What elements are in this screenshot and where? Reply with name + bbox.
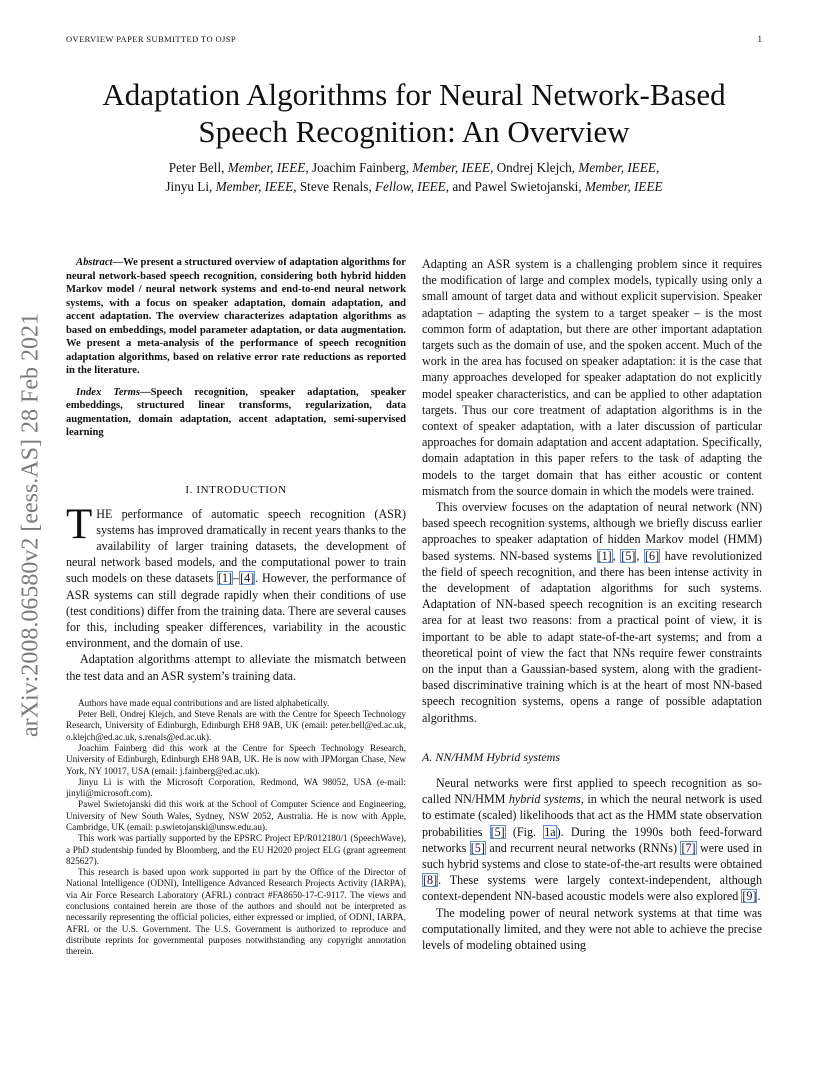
intro-paragraph-2: Adaptation algorithms attempt to alleviate the mismatch between the test data and an ASR system’s training data. [66, 652, 406, 683]
running-header: OVERVIEW PAPER SUBMITTED TO OJSP [66, 34, 237, 44]
author-membership: Member, IEEE [584, 179, 663, 194]
author-name: , Steve Renals, [293, 179, 372, 194]
intro-text: . However, the performance of ASR systems can still degrade rapidly when their conditions of use (test conditions) differ from the training data. There are several causes for this, including speaker differences, variability in the acoustic environment, and the domain of use. [66, 571, 406, 651]
right-column [422, 256, 762, 953]
body-paragraph-3 [422, 775, 762, 905]
author-list [66, 158, 762, 196]
title-line-2: Speech Recognition: An Overview [198, 114, 630, 149]
body-text: have revolutionized the field of speech recognition, and there has been intense activity in the development of adaptation algorithms for such systems. Adaptation of NN-based speech recognition is an exciting research area for at least two reasons: from a practical point of view, it is important to be able to adapt state-of-the-art systems; and from a theoretical point of view the fact that NNs require fewer constraints on the input than a Gaussian-based system, along with the gradient-based discriminative training which is at the heart of most NN-based speech recognition systems, opens a range of possible adaptation algorithms. [422, 548, 763, 725]
author-membership: Member, IEEE [215, 179, 294, 194]
author-name: , and Pawel Swietojanski, [445, 179, 582, 194]
subsection-heading-hybrid: A. NN/HMM Hybrid systems [422, 749, 560, 764]
author-name: Jinyu Li, [165, 179, 213, 194]
body-text: were used in such hybrid systems and close to state-of-the-art results were obtained [422, 840, 762, 871]
index-terms-label: Index Terms [76, 386, 141, 398]
paper-title [66, 76, 762, 150]
author-name: Peter Bell, [168, 160, 225, 175]
body-text: , [612, 548, 621, 563]
citation-link[interactable]: [6] [645, 548, 660, 563]
intro-paragraph-1 [66, 500, 406, 652]
abstract [66, 256, 406, 378]
page-number: 1 [757, 34, 762, 44]
footnote: Pawel Swietojanski did this work at the School of Computer Science and Engineering, University of New South Wales, Sydney, NSW 2052, Australia. He is now with Apple, Cambridge, UK (email: p.swietojanski@unsw.edu.au). [66, 799, 406, 832]
footnote: This research is based upon work supported in part by the Office of the Director of National Intelligence (ODNI), Intelligence Advanced Research Projects Activity (IARPA), via Air Force Research Laboratory (AFRL) contract #FA8650-17-C-9117. The views and conclusions contained herein are those of the authors and should not be interpreted as necessarily representing the official policies, either expressed or implied, of ODNI, IARPA, AFRL or the U.S. Government. The U.S. Government is authorized to reproduce and distribute reprints for governmental purposes notwithstanding any copyright annotation therein. [66, 867, 406, 957]
body-text: This overview focuses on the adaptation of neural network (NN) based speech recognition systems, although we briefly discuss earlier approaches to speaker adaptation of hidden Markov model (HMM) based systems. NN-based systems [422, 500, 762, 563]
author-name: , Ondrej Klejch, [490, 160, 576, 175]
body-paragraph-4: The modeling power of neural network systems at that time was computationally limited, and they were not able to achieve the precise levels of modeling obtained using [422, 905, 762, 952]
author-membership: Fellow, IEEE [374, 179, 446, 194]
citation-link[interactable]: [1] [597, 548, 612, 563]
footnote: Authors have made equal contributions and are listed alphabetically. [78, 697, 330, 708]
drop-cap: T [66, 500, 93, 548]
author-membership: Member, IEEE [412, 160, 491, 175]
citation-link[interactable]: [7] [681, 840, 696, 855]
citation-link[interactable]: [5] [490, 824, 505, 839]
footnotes [66, 698, 406, 958]
emphasis-text: hybrid systems [508, 792, 581, 807]
author-separator: , [655, 160, 660, 175]
body-paragraph-1: Adapting an ASR system is a challenging problem since it requires the modification of large and complex models, typically using only a small amount of target data and without explicit supervision. Speaker adaptation – adapting the system to a target speaker – is the most common form of adaptation, but there are other important adaptation targets such as the domain of use, and the spoken accent. Much of the work in the area has focused on speaker adaptation: it is the case that many approaches developed for speaker adaptation do not explicitly model speaker characteristics, and can be applied to other adaptation targets. Thus our core treatment of adaptation algorithms is in the context of speaker adaptation, with a later discussion of particular approaches for domain adaptation and accent adaptation. Specifically, domain adaptation in this paper refers to the task of adapting the models to the target domain that has either acoustic or content mismatch from the source domain in which the models were trained. [422, 257, 762, 498]
abstract-text: —We present a structured overview of adaptation algorithms for neural network-based speech recognition, considering both hybrid hidden Markov model / neural network systems and end-to-end neural network systems, with a focus on speaker adaptation, domain adaptation, and accent adaptation. The overview characterizes adaptation algorithms as based on embeddings, model parameter adaptation, or data augmentation. We present a meta-analysis of the performance of speech recognition adaptation algorithms, based on relative error rate reductions as reported in the literature. [66, 257, 406, 376]
body-text: . These systems were largely context-independent, although context-dependent NN-based acoustic models were also explored [422, 873, 762, 904]
citation-link[interactable]: [8] [423, 873, 438, 888]
intro-text: HE performance of automatic speech recognition (ASR) systems has improved dramatically in recent years thanks to the availability of larger training datasets, the development of neural network based models, and the computational power to train such models on these datasets [66, 506, 406, 586]
body-text: , in which the neural network is used to estimate (scaled) likelihoods that act as the HMM state observation probabilities [422, 792, 762, 839]
citation-link[interactable]: [5] [470, 840, 485, 855]
citation-link[interactable]: [9] [742, 889, 757, 904]
arxiv-stamp-text: arXiv:2008.06580v2 [eess.AS] 28 Feb 2021 [17, 313, 44, 737]
footnote: Joachim Fainberg did this work at the Centre for Speech Technology Research, University of Edinburgh, Edinburgh EH8 9AB, UK. He is now with JPMorgan Chase, New York, NY 10017, USA (email: j.fainberg@ed.ac.uk). [66, 742, 406, 776]
title-line-1: Adaptation Algorithms for Neural Network-Based [102, 77, 726, 112]
body-text: and recurrent neural networks (RNNs) [485, 840, 681, 855]
author-name: , Joachim Fainberg, [305, 160, 410, 175]
section-heading-introduction: I. INTRODUCTION [185, 483, 287, 496]
abstract-label: Abstract [76, 257, 113, 268]
left-column [66, 256, 406, 958]
body-text: , [636, 548, 645, 563]
footnote: Jinyu Li is with the Microsoft Corporation, Redmond, WA 98052, USA (e-mail: jinyli@microsoft.com). [66, 776, 406, 799]
author-membership: Member, IEEE [227, 160, 306, 175]
figure-link[interactable]: 1a [544, 824, 556, 839]
footnote: Peter Bell, Ondrej Klejch, and Steve Renals are with the Centre for Speech Technology Research, University of Edinburgh, Edinburgh EH8 9AB, UK (email: peter.bell@ed.ac.uk, o.klejch@ed.ac.uk, s.renals@ed.ac.uk). [66, 709, 406, 742]
intro-text: – [233, 571, 240, 586]
citation-link[interactable]: [4] [240, 571, 255, 586]
footnote: This work was partially supported by the EPSRC Project EP/R012180/1 (SpeechWave), a PhD studentship funded by Bloomberg, and the EU H2020 project ELG (grant agreement 825627). [66, 833, 406, 866]
body-text: (Fig. [505, 824, 544, 839]
index-terms [66, 386, 406, 440]
body-text: . [757, 889, 761, 904]
author-membership: Member, IEEE [578, 160, 656, 175]
citation-link[interactable]: [5] [621, 548, 636, 563]
body-text: ). During the 1990s both feed-forward networks [422, 824, 762, 855]
index-terms-text: —Speech recognition, speaker adaptation, speaker embeddings, structured linear transforms, regularization, data augmentation, domain adaptation, accent adaptation, semi-supervised learning [66, 386, 406, 438]
body-paragraph-2 [422, 499, 762, 726]
citation-link[interactable]: [1] [217, 571, 233, 586]
arxiv-stamp [14, 280, 48, 770]
body-text: Neural networks were first applied to speech recognition as so-called NN/HMM [422, 775, 762, 807]
